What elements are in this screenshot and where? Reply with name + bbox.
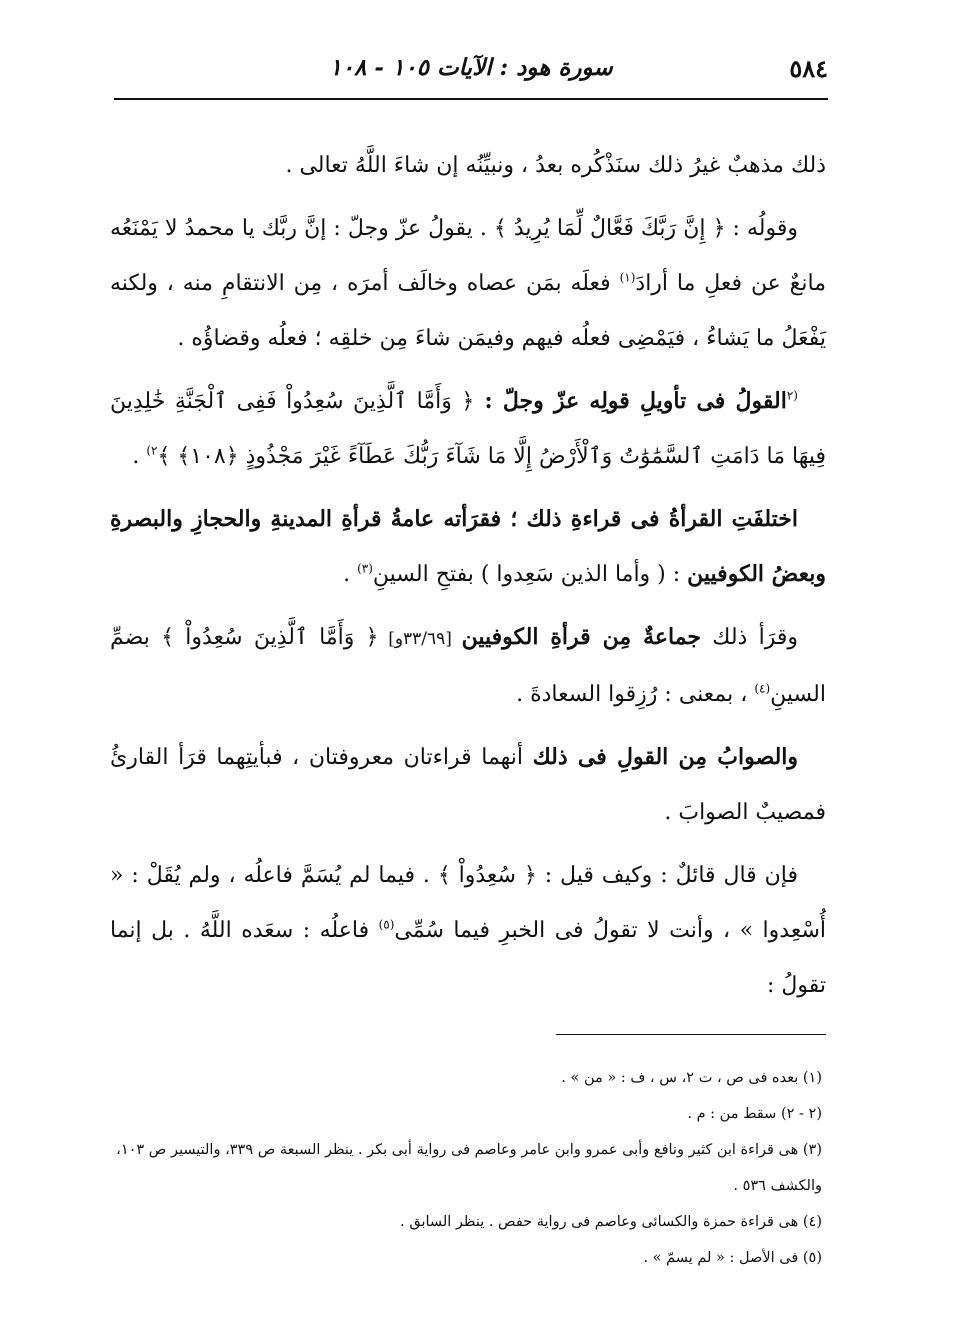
- paragraph-6: [110, 730, 826, 840]
- paragraph-5: [110, 610, 826, 722]
- running-title: سورة هود : الآيات ١٠٥ - ١٠٨: [329, 54, 613, 81]
- paragraph-2-lead: وقولُه :: [725, 216, 799, 241]
- footnote-marker-2-end: ٢): [146, 443, 158, 458]
- footnote-marker-5: (٥): [378, 917, 395, 932]
- footnote-marker-1: (١): [619, 270, 636, 285]
- footnote-1: (١) بعده فى ص ، ت ٢، س ، ف : « من » .: [561, 1070, 822, 1086]
- main-text: [110, 138, 826, 1021]
- quran-verse: ﴿ إِنَّ رَبَّكَ فَعَّالٌ لِّمَا يُرِيدُ ﴾: [493, 216, 726, 241]
- paragraph-7-lead: فإن قال قائلٌ : وكيف قيل :: [536, 863, 798, 888]
- paragraph-4-text: : ( وأما الذين سَعِدوا ) بفتحِ السينِ: [372, 562, 688, 587]
- manuscript-reference: [٣٣/٦٩و]: [378, 629, 462, 649]
- page-header: [114, 50, 828, 94]
- paragraph-1-text: ذلك مذهبٌ غيرُ ذلك سنَذْكُره بعدُ ، ونبيِّنُه إن شاءَ اللَّهُ تعالى .: [285, 153, 826, 178]
- paragraph-2: [110, 201, 826, 366]
- paragraph-4-end: .: [343, 562, 358, 587]
- paragraph-7: [110, 848, 826, 1013]
- paragraph-5-lead: وقرَأ ذلك: [701, 625, 798, 650]
- footnote-separator: [556, 1034, 826, 1035]
- paragraph-4-bold: اختلفَتِ القرأةُ فى قراءةِ ذلك ؛ فقرَأته عامةُ قرأةِ المدينةِ والحجازِ والبصرةِ وبعضُ الكوفيين: [110, 506, 826, 587]
- section-heading: القولُ فى تأويلِ قولِه عزّ وجلّ :: [474, 388, 787, 414]
- footnote-marker-2-start: (٢: [786, 388, 798, 403]
- paragraph-1: [110, 138, 826, 193]
- footnote-2: (٢ - ٢) سقط من : م .: [687, 1106, 822, 1122]
- paragraph-7-end: فاعلُه : سعَده اللَّهُ . بل إنما تقولُ :: [110, 918, 826, 998]
- footnote-5: (٥) فى الأصل : « لم يسمّ » .: [643, 1250, 822, 1266]
- paragraph-3: [110, 374, 826, 484]
- footnotes: [110, 1060, 826, 1276]
- paragraph-7-text: . فيما لم يُسَمَّ فاعلُه ، ولم يُقَلْ : « أُسْعِدوا » ، وأنت لا تقولُ فى الخبرِ فيما سُمِّى: [110, 863, 826, 943]
- paragraph-2-commentary: . يقولُ عزّ وجلّ : إنَّ ربَّك يا محمدُ لا يَمْنَعُه مانعٌ عن فعلِ ما أرادَ: [110, 216, 827, 296]
- quran-verse: ﴿ سُعِدُواْ ﴾: [437, 863, 537, 888]
- paragraph-4: [110, 492, 826, 602]
- footnote-marker-3: (٣): [357, 561, 373, 576]
- footnote-marker-4: (٤): [754, 681, 771, 696]
- quran-verse: ﴿ وَأَمَّا ٱلَّذِينَ سُعِدُواْ ﴾: [161, 625, 379, 650]
- paragraph-5-text: بضمِّ السينِ: [110, 625, 826, 707]
- paragraph-5-bold: جماعةٌ مِن قرأةِ الكوفيين: [461, 624, 702, 650]
- paragraph-6-bold: والصوابُ مِن القولِ فى ذلك: [532, 744, 799, 770]
- quran-verse: ﴿ وَأَمَّا ٱلَّذِينَ سُعِدُواْ فَفِى ٱلْجَنَّةِ خَٰلِدِينَ فِيهَا مَا دَامَتِ ٱلسَّمَٰوَٰتُ وَٱلْأَرْضُ إِلَّا مَا شَآءَ رَبُّكَ عَطَآءً غَيْرَ مَجْذُوذٍ ﴿١٠٨﴾ ﴾: [110, 389, 826, 469]
- paragraph-2-continuation: فعلَه بمَن عصاه وخالَف أمرَه ، مِن الانتقامِ منه ، ولكنه يَفْعَلُ ما يَشاءُ ، فيَمْضِى فعلُه فيهم وفيمَن شاءَ مِن خلقِه ؛ فعلُه وقضاؤُه .: [110, 271, 826, 351]
- page-number: ٥٨٤: [789, 54, 828, 83]
- header-rule: [114, 98, 828, 100]
- footnote-4: (٤) هى قراءة حمزة والكسائى وعاصم فى رواية حفص . ينظر السابق .: [400, 1214, 822, 1230]
- footnote-3: (٣) هى قراءة ابن كثير ونافع وأبى عمرو وابن عامر وعاصم فى رواية أبى بكر . ينظر السبعة ص ٣٣٩، والتيسير ص ١٠٣، والكشف ٥٣٦ .: [116, 1142, 822, 1194]
- paragraph-5-end: ، بمعنى : رُزِقوا السعادةَ .: [516, 682, 755, 707]
- paragraph-6-text: أنهما قراءتان معروفتان ، فبأيتِهما قرَأ القارئُ فمصيبٌ الصوابَ .: [110, 745, 826, 825]
- paragraph-3-end: .: [132, 444, 147, 469]
